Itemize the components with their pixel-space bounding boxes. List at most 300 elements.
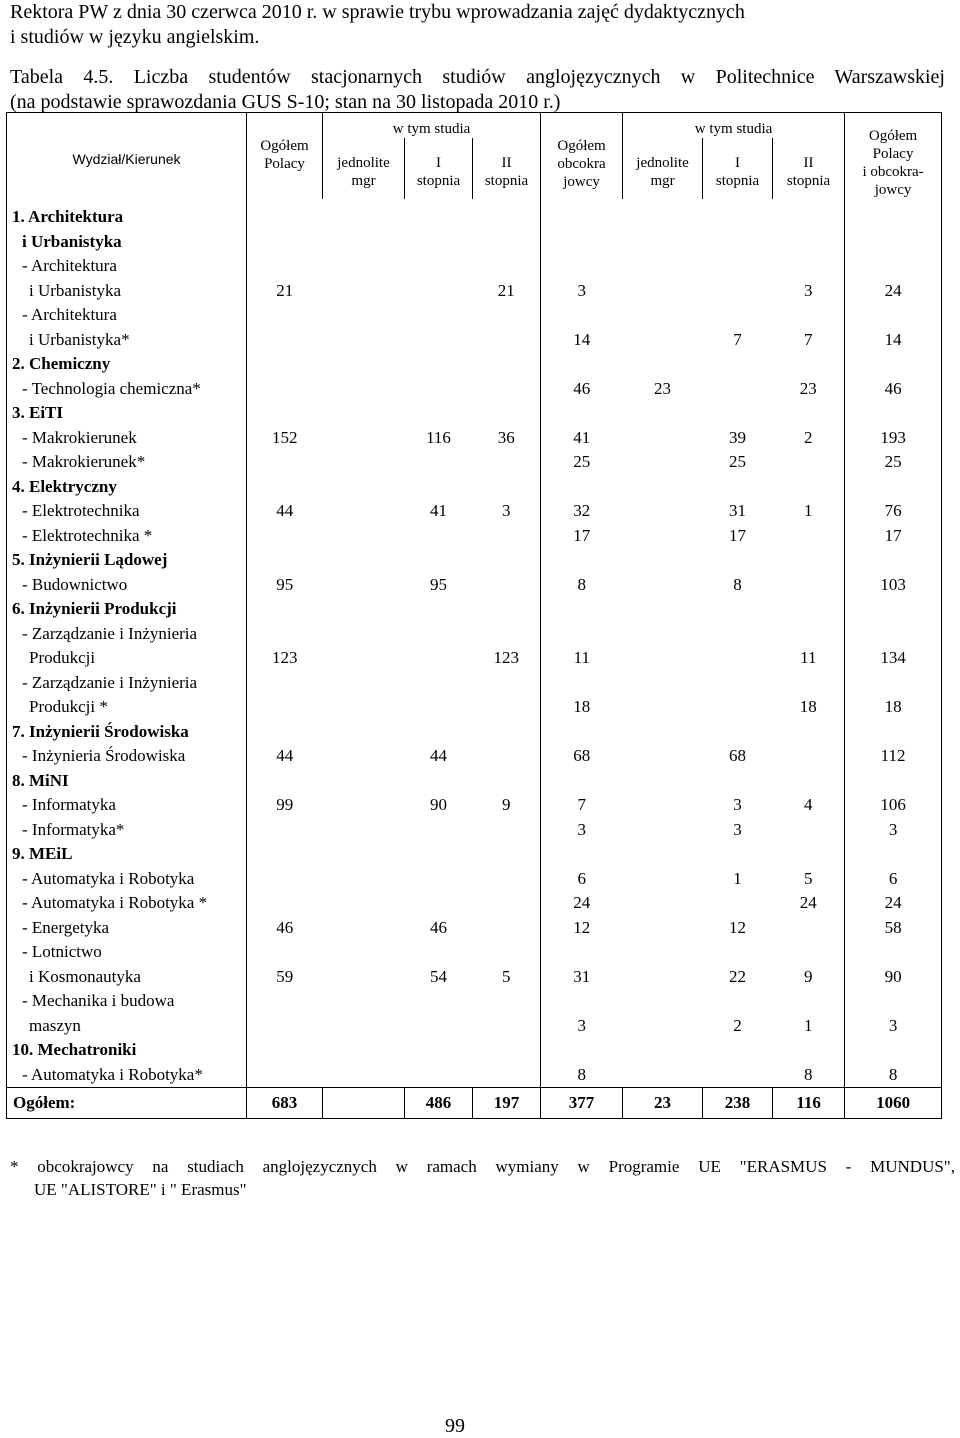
total-value: 116 (773, 1088, 845, 1119)
row-label: 4. Elektryczny (7, 475, 247, 500)
row-value (541, 401, 623, 426)
row-value (405, 597, 473, 622)
row-value (773, 1038, 845, 1063)
row-value (773, 597, 845, 622)
table-row (7, 279, 942, 304)
row-value (323, 377, 405, 402)
row-label: 5. Inżynierii Lądowej (7, 548, 247, 573)
row-value (473, 744, 541, 769)
row-value (247, 842, 323, 867)
row-value: 11 (800, 648, 817, 668)
table-row (7, 989, 942, 1014)
row-value: 24 (845, 279, 942, 304)
row-value: 4 (804, 795, 813, 815)
row-value: 17 (541, 524, 623, 549)
row-label: - Mechanika i budowa (7, 989, 247, 1014)
table-row (7, 965, 942, 990)
row-value (623, 230, 703, 255)
row-value: 41 (430, 501, 447, 521)
row-value (845, 720, 942, 745)
row-value (405, 646, 473, 671)
row-value (623, 1038, 703, 1063)
row-value (473, 328, 541, 353)
row-value (473, 254, 541, 279)
row-value: 193 (845, 426, 942, 451)
row-value (703, 254, 773, 279)
row-value (405, 254, 473, 279)
row-value (473, 524, 541, 549)
row-value (405, 199, 473, 230)
row-value (773, 199, 845, 230)
row-label: 1. Architektura (7, 199, 247, 230)
table-row (7, 524, 942, 549)
row-value (703, 940, 773, 965)
table-row (7, 230, 942, 255)
header-jednolite-polish: jednolite mgr (323, 138, 405, 199)
row-value (541, 842, 623, 867)
row-value: 123 (247, 646, 323, 671)
row-value (703, 1063, 773, 1088)
row-value (247, 328, 323, 353)
row-value (845, 842, 942, 867)
row-value (845, 597, 942, 622)
row-value (323, 352, 405, 377)
row-value (541, 989, 623, 1014)
row-value (541, 940, 623, 965)
row-value (473, 989, 541, 1014)
row-value (623, 450, 703, 475)
row-value: 112 (845, 744, 942, 769)
table-row (7, 720, 942, 745)
row-value (247, 401, 323, 426)
row-value (405, 720, 473, 745)
row-value (247, 254, 323, 279)
table-row (7, 916, 942, 941)
row-value (247, 352, 323, 377)
row-value: 24 (799, 893, 817, 913)
row-value: 18 (799, 697, 817, 717)
row-value (703, 597, 773, 622)
row-value (323, 989, 405, 1014)
row-value: 24 (845, 891, 942, 916)
row-value (703, 842, 773, 867)
caption-line: (na podstawie sprawozdania GUS S-10; stan na 30 listopada 2010 r.) (10, 91, 561, 113)
row-value: 44 (430, 746, 447, 766)
row-value (703, 199, 773, 230)
row-value: 17 (729, 525, 747, 545)
row-value (247, 450, 323, 475)
total-value: 1060 (845, 1088, 942, 1119)
row-value: 7 (733, 329, 742, 349)
row-label: 10. Mechatroniki (7, 1038, 247, 1063)
row-value (473, 769, 541, 794)
table-row (7, 475, 942, 500)
row-value (473, 548, 541, 573)
row-value (845, 989, 942, 1014)
row-value (473, 916, 541, 941)
row-value (623, 867, 703, 892)
row-value (623, 940, 703, 965)
row-value (623, 401, 703, 426)
row-value (247, 377, 323, 402)
row-value (405, 989, 473, 1014)
page-number: 99 (445, 1415, 465, 1437)
row-value (623, 842, 703, 867)
row-value (405, 1063, 473, 1088)
table-row (7, 499, 942, 524)
row-value (845, 940, 942, 965)
row-label: - Inżynieria Środowiska (7, 744, 247, 769)
row-value (247, 524, 323, 549)
row-value (623, 793, 703, 818)
row-value (473, 352, 541, 377)
row-label: 7. Inżynierii Środowiska (7, 720, 247, 745)
row-value: 11 (541, 646, 623, 671)
row-value (473, 1063, 541, 1088)
row-value (323, 1014, 405, 1039)
row-value (323, 199, 405, 230)
row-value (703, 377, 773, 402)
row-value: 17 (845, 524, 942, 549)
row-label: - Automatyka i Robotyka (7, 867, 247, 892)
row-value: 54 (430, 966, 447, 986)
row-value (323, 671, 405, 696)
row-label: Produkcji (7, 646, 247, 671)
row-value (405, 450, 473, 475)
row-value (405, 891, 473, 916)
table-row (7, 401, 942, 426)
row-value (623, 818, 703, 843)
row-value (473, 303, 541, 328)
row-value (473, 695, 541, 720)
row-value: 2 (804, 427, 813, 447)
table-row (7, 646, 942, 671)
row-value (405, 1038, 473, 1063)
row-label: - Zarządzanie i Inżynieria (7, 671, 247, 696)
row-label: - Architektura (7, 303, 247, 328)
row-value (323, 279, 405, 304)
row-value: 21 (497, 280, 515, 300)
row-value (473, 818, 541, 843)
row-value: 41 (541, 426, 623, 451)
row-value (703, 622, 773, 647)
row-value (323, 426, 405, 451)
row-label: - Budownictwo (7, 573, 247, 598)
row-label: maszyn (7, 1014, 247, 1039)
row-value: 24 (541, 891, 623, 916)
row-value (323, 695, 405, 720)
row-value: 106 (845, 793, 942, 818)
row-value (623, 475, 703, 500)
row-value: 36 (497, 427, 515, 447)
total-value: 23 (623, 1088, 703, 1119)
row-value (541, 597, 623, 622)
row-value (323, 842, 405, 867)
header-text (10, 0, 945, 50)
row-value (473, 597, 541, 622)
table-row (7, 450, 942, 475)
row-value (773, 303, 845, 328)
row-value: 116 (426, 427, 451, 447)
row-value: 14 (845, 328, 942, 353)
row-value (703, 548, 773, 573)
table-row (7, 940, 942, 965)
row-value (541, 1038, 623, 1063)
row-value (405, 401, 473, 426)
row-value (323, 401, 405, 426)
row-label: Produkcji * (7, 695, 247, 720)
row-value: 46 (430, 917, 447, 937)
row-value (247, 891, 323, 916)
row-value (623, 989, 703, 1014)
table-row (7, 744, 942, 769)
row-value: 123 (493, 648, 520, 668)
table-row (7, 769, 942, 794)
row-value (323, 597, 405, 622)
row-value: 23 (654, 378, 672, 398)
header-w-tym-polish: w tym studia (323, 113, 541, 139)
row-value (247, 199, 323, 230)
table-row (7, 1014, 942, 1039)
row-value (773, 548, 845, 573)
row-value (845, 671, 942, 696)
row-value (247, 695, 323, 720)
row-value: 21 (247, 279, 323, 304)
row-value (473, 622, 541, 647)
row-value (623, 695, 703, 720)
row-value (323, 744, 405, 769)
row-value (773, 720, 845, 745)
total-value: 377 (541, 1088, 623, 1119)
row-value (323, 965, 405, 990)
row-value (623, 426, 703, 451)
row-value (623, 769, 703, 794)
row-value (473, 1014, 541, 1039)
header-line: i studiów w języku angielskim. (10, 26, 260, 48)
row-value (623, 1014, 703, 1039)
row-value: 95 (430, 574, 447, 594)
header-w-tym-foreign: w tym studia (623, 113, 845, 139)
row-label: - Technologia chemiczna* (7, 377, 247, 402)
header-second-degree-foreign: II stopnia (773, 138, 845, 199)
row-value (703, 989, 773, 1014)
row-value (323, 303, 405, 328)
row-value (703, 646, 773, 671)
row-value (623, 720, 703, 745)
row-value: 31 (729, 501, 747, 521)
row-value (845, 230, 942, 255)
row-value (773, 475, 845, 500)
row-value (247, 867, 323, 892)
row-value (773, 671, 845, 696)
row-label: - Makrokierunek* (7, 450, 247, 475)
footnote-line: * obcokrajowcy na studiach anglojęzycznych w ramach wymiany w Programie UE "ERASMUS - MUNDUS", (10, 1157, 955, 1176)
row-value (405, 548, 473, 573)
row-value (541, 720, 623, 745)
row-label: 9. MEiL (7, 842, 247, 867)
row-value (405, 328, 473, 353)
row-value: 103 (845, 573, 942, 598)
row-value (323, 891, 405, 916)
row-value (247, 1014, 323, 1039)
row-value (845, 769, 942, 794)
row-value: 25 (729, 452, 747, 472)
row-value (323, 769, 405, 794)
row-value (473, 1038, 541, 1063)
row-value (541, 352, 623, 377)
header-line: Rektora PW z dnia 30 czerwca 2010 r. w sprawie trybu wprowadzania zajęć dydaktycznych (10, 1, 745, 23)
row-value: 12 (729, 917, 747, 937)
row-value: 23 (799, 378, 817, 398)
row-value (323, 1063, 405, 1088)
row-value (845, 352, 942, 377)
row-value (405, 867, 473, 892)
row-value (247, 940, 323, 965)
row-value (623, 199, 703, 230)
row-value: 58 (845, 916, 942, 941)
row-value: 46 (247, 916, 323, 941)
row-label: - Elektrotechnika (7, 499, 247, 524)
total-value: 197 (473, 1088, 541, 1119)
table-row (7, 548, 942, 573)
row-label: 2. Chemiczny (7, 352, 247, 377)
header-total-polish: Ogółem Polacy (247, 113, 323, 200)
row-value: 68 (541, 744, 623, 769)
total-label: Ogółem: (7, 1088, 247, 1119)
row-value: 7 (541, 793, 623, 818)
row-value (405, 695, 473, 720)
row-value (473, 230, 541, 255)
header-dept: Wydział/Kierunek (7, 113, 247, 200)
row-value (703, 720, 773, 745)
row-value (405, 769, 473, 794)
row-value: 1 (733, 868, 742, 888)
row-value: 3 (804, 280, 813, 300)
row-value (703, 1038, 773, 1063)
row-value: 8 (804, 1064, 813, 1084)
row-value (405, 230, 473, 255)
table-row (7, 328, 942, 353)
row-value: 6 (845, 867, 942, 892)
row-value (323, 646, 405, 671)
row-value (405, 475, 473, 500)
row-label: - Informatyka (7, 793, 247, 818)
row-value (323, 548, 405, 573)
row-value (405, 352, 473, 377)
row-label: i Urbanistyka (7, 230, 247, 255)
table-row (7, 793, 942, 818)
row-value (623, 1063, 703, 1088)
table-row (7, 842, 942, 867)
row-value (323, 450, 405, 475)
row-value: 5 (804, 868, 813, 888)
row-value (247, 1063, 323, 1088)
row-value (773, 842, 845, 867)
row-value (323, 622, 405, 647)
row-value: 25 (845, 450, 942, 475)
row-value (247, 303, 323, 328)
row-label: - Energetyka (7, 916, 247, 941)
header-total-foreign: Ogółem obcokra jowcy (541, 113, 623, 200)
table-row (7, 695, 942, 720)
table-row (7, 622, 942, 647)
row-label: - Zarządzanie i Inżynieria (7, 622, 247, 647)
row-value (473, 842, 541, 867)
row-value: 9 (804, 966, 813, 986)
row-value (703, 891, 773, 916)
total-value: 486 (405, 1088, 473, 1119)
row-value (323, 524, 405, 549)
row-value: 3 (541, 279, 623, 304)
row-value: 32 (541, 499, 623, 524)
row-value: 2 (733, 1015, 742, 1035)
row-value (703, 352, 773, 377)
row-value (623, 573, 703, 598)
row-value (323, 230, 405, 255)
row-value (623, 646, 703, 671)
row-value (323, 867, 405, 892)
row-value: 68 (729, 746, 747, 766)
row-value (541, 769, 623, 794)
row-value: 44 (247, 499, 323, 524)
row-value: 22 (729, 966, 747, 986)
row-value (473, 867, 541, 892)
row-value (405, 818, 473, 843)
row-value (703, 401, 773, 426)
row-value (773, 818, 845, 843)
table-body (7, 199, 942, 1119)
row-value (323, 328, 405, 353)
row-value (323, 916, 405, 941)
caption-line: Tabela 4.5. Liczba studentów stacjonarnych studiów anglojęzycznych w Politechnice Warszawskiej (10, 66, 945, 88)
row-value: 3 (845, 1014, 942, 1039)
header-total-all: Ogółem Polacy i obcokra- jowcy (845, 113, 942, 200)
row-value (323, 720, 405, 745)
row-value (541, 254, 623, 279)
row-value (473, 573, 541, 598)
row-value (773, 769, 845, 794)
table-row (7, 199, 942, 230)
row-value: 3 (733, 795, 742, 815)
row-value (247, 769, 323, 794)
row-value (405, 377, 473, 402)
row-label: - Elektrotechnika * (7, 524, 247, 549)
row-value (845, 254, 942, 279)
row-value: 99 (247, 793, 323, 818)
row-label: 8. MiNI (7, 769, 247, 794)
row-label: - Automatyka i Robotyka * (7, 891, 247, 916)
row-value (541, 199, 623, 230)
row-value (323, 254, 405, 279)
row-value (473, 450, 541, 475)
header-first-degree-foreign: I stopnia (703, 138, 773, 199)
row-value: 90 (845, 965, 942, 990)
row-value (323, 1038, 405, 1063)
row-label: i Kosmonautyka (7, 965, 247, 990)
header-jednolite-foreign: jednolite mgr (623, 138, 703, 199)
row-value: 8 (733, 574, 742, 594)
row-label: - Architektura (7, 254, 247, 279)
row-value: 3 (502, 501, 511, 521)
row-value (703, 475, 773, 500)
row-value (703, 279, 773, 304)
total-row (7, 1088, 942, 1119)
table-row (7, 671, 942, 696)
row-value (541, 475, 623, 500)
row-value (623, 254, 703, 279)
row-value: 31 (541, 965, 623, 990)
row-value (247, 989, 323, 1014)
